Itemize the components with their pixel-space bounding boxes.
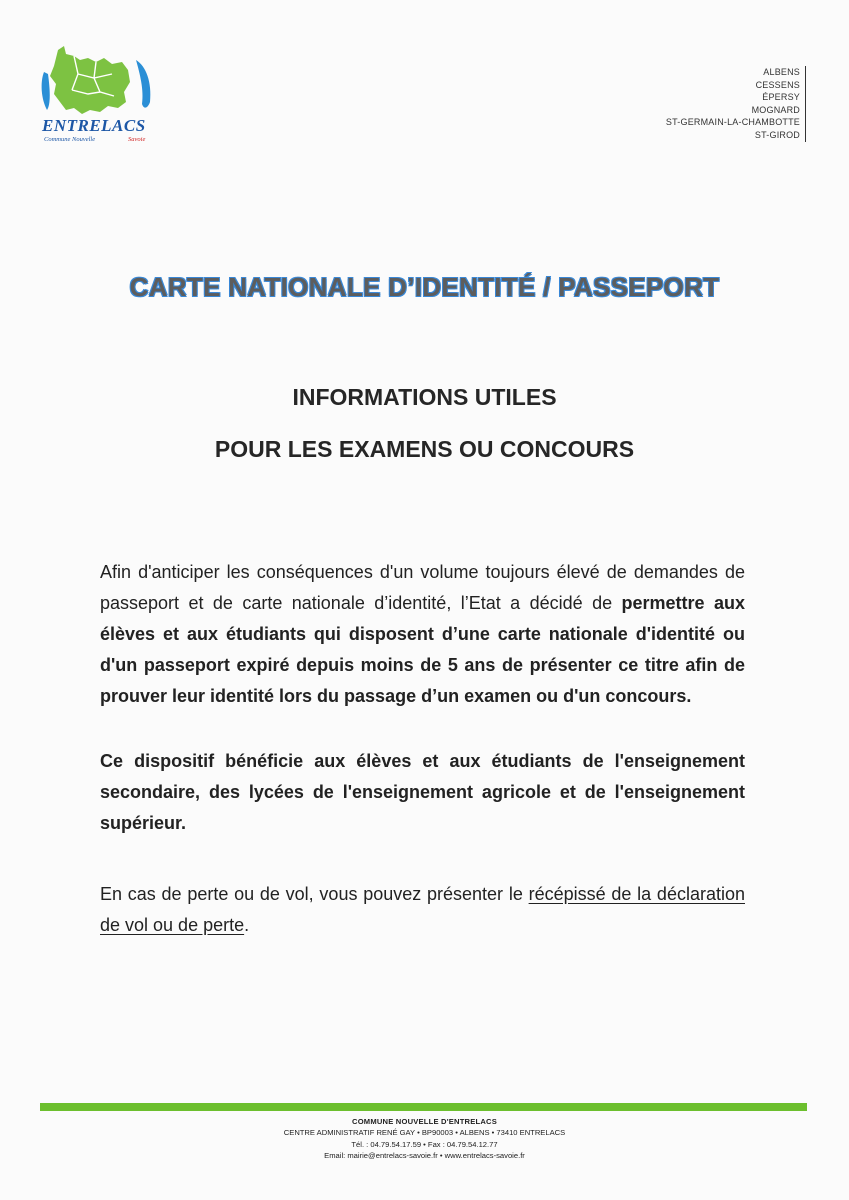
paragraph-intro-text: Afin d'anticiper les conséquences d'un volume toujours élevé de demandes de passeport et de carte nationale d’identité, l’Etat a décidé de — [100, 562, 745, 613]
village-item: ÉPERSY — [762, 92, 800, 103]
footer-divider — [40, 1103, 807, 1111]
village-item: ST-GIROD — [754, 129, 800, 140]
paragraph-loss-end: . — [244, 915, 250, 935]
footer — [0, 1116, 849, 1162]
logo-name: ENTRELACS — [42, 116, 146, 135]
paragraph-scope: Ce dispositif bénéficie aux élèves et aux étudiants de l'enseignement secondaire, des lycées de l'enseignement agricole et de l'enseignement supérieur. — [100, 751, 745, 833]
page-title: CARTE NATIONALE D’IDENTITÉ / PASSEPORT — [129, 272, 720, 302]
footer-address: CENTRE ADMINISTRATIF RENÉ GAY • BP90003 • ALBENS • 73410 ENTRELACS — [283, 1128, 566, 1138]
paragraph-loss-text: En cas de perte ou de vol, vous pouvez présenter le — [100, 884, 529, 904]
map-icon — [38, 44, 160, 124]
footer-contact: Email: mairie@entrelacs-savoie.fr • www.entrelacs-savoie.fr — [324, 1151, 525, 1161]
receipt-text: récépissé de la déclaration de vol ou de perte — [100, 884, 745, 935]
logo-subtitle: Commune Nouvelle — [44, 136, 96, 143]
paragraph-intro-bold: permettre aux élèves et aux étudiants qui disposent d’une carte nationale d'identité ou d'un passeport expiré depuis moins de 5 ans de présenter ce titre afin de prouver leur identité lors du passage d’un examen ou d'un concours. — [100, 593, 745, 706]
footer-phone: Tél. : 04.79.54.17.59 • Fax : 04.79.54.12.77 — [351, 1139, 498, 1149]
village-item: CESSENS — [755, 79, 800, 90]
subtitle-line-2: POUR LES EXAMENS OU CONCOURS — [214, 436, 635, 462]
paragraph-loss — [100, 879, 745, 941]
logo-region: Savoie — [128, 136, 146, 143]
village-list — [666, 66, 806, 142]
village-item: ALBENS — [763, 67, 800, 77]
paragraph-intro — [100, 557, 745, 712]
footer-title: COMMUNE NOUVELLE D'ENTRELACS — [352, 1117, 497, 1126]
village-item: ST-GERMAIN-LA-CHAMBOTTE — [665, 117, 800, 128]
village-item: MOGNARD — [751, 104, 800, 115]
subtitle-line-1: INFORMATIONS UTILES — [292, 384, 557, 410]
entrelacs-logo — [38, 44, 160, 148]
